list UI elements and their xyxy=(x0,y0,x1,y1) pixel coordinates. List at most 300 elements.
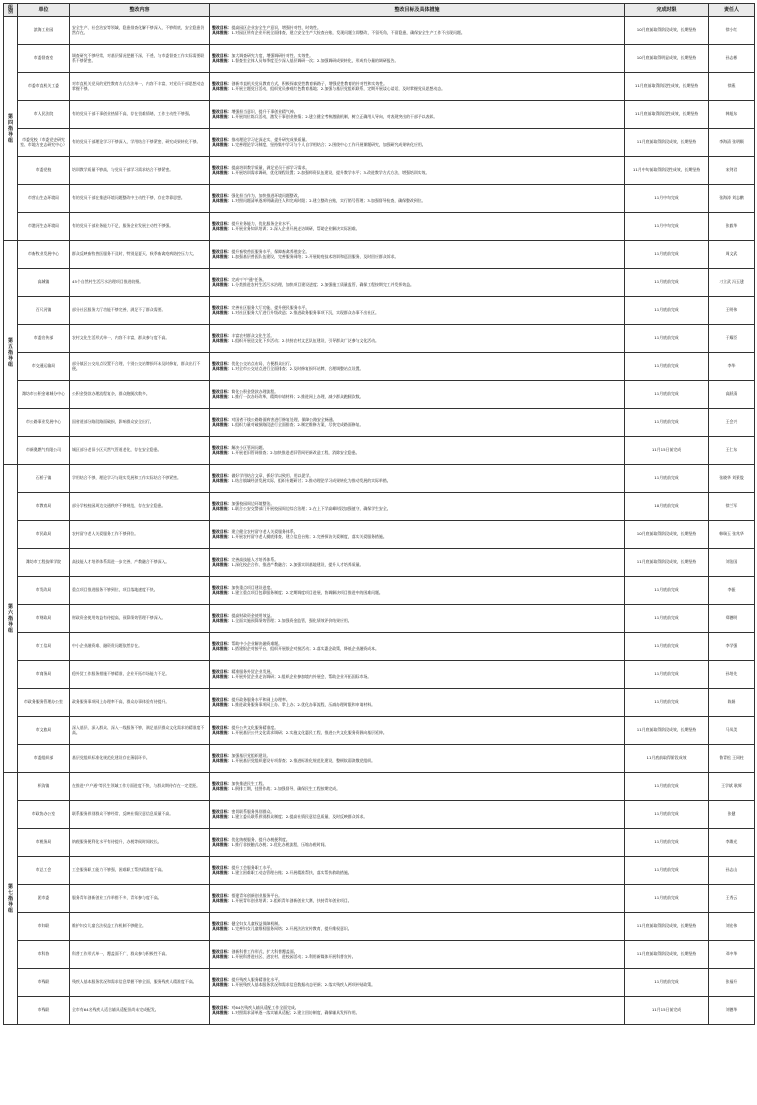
problem-cell: 培训教学质量不够高，与党员干部学习需求结合不够紧密。 xyxy=(70,157,210,185)
header-deadline: 完成时限 xyxy=(625,4,709,17)
header-unit: 单位 xyxy=(18,4,70,17)
unit-cell: 市人民法院 xyxy=(18,101,70,129)
problem-cell: 群众反映畜牧兽医服务不及时，特别是夏天、秋季畜禽疫病防控压力大。 xyxy=(70,241,210,269)
problem-cell: 公积金贷款办理流程复杂，群众跑腿次数多。 xyxy=(70,381,210,409)
goal-text: 解决小区管网问题。 xyxy=(231,445,267,451)
deadline-cell: 11月底前完成 xyxy=(625,885,709,913)
problem-cell: 纳税服务便利化水平有待提升，办税等候时间较长。 xyxy=(70,829,210,857)
goal-label: 整改目标： xyxy=(212,921,232,927)
goal-text: 加强校园周边环境整治。 xyxy=(231,501,275,507)
problem-cell: 深入基层、深入群众、深入一线服务不够，满足基层群众文化需求的精准度不高。 xyxy=(70,717,210,745)
goal-text: 优化纳税服务，提升办税便利度。 xyxy=(231,837,290,843)
deadline-cell: 10月底前取得阶段成效，长期坚持 xyxy=(625,521,709,549)
problem-cell: 服务青年创新创业工作举措不多，青年参与度不高。 xyxy=(70,885,210,913)
measure-cell xyxy=(210,73,625,101)
measures-label: 具体措施： xyxy=(212,197,232,203)
header-problem: 整改内容 xyxy=(70,4,210,17)
problem-cell: 中小企业融资难、融资贵问题依然存在。 xyxy=(70,633,210,661)
measure-cell xyxy=(210,129,625,157)
goal-label: 整改目标： xyxy=(212,81,232,87)
goal-label: 整改目标： xyxy=(212,277,232,283)
table-row xyxy=(4,661,755,689)
measures-label: 具体措施： xyxy=(212,729,232,735)
measure-cell xyxy=(210,745,625,773)
unit-cell: 市财政局 xyxy=(18,605,70,633)
goal-text: 提升公共文化服务精准度。 xyxy=(231,725,279,731)
table-row xyxy=(4,325,755,353)
owner-cell: 周文武 xyxy=(709,241,755,269)
measures-label: 具体措施： xyxy=(212,953,232,959)
unit-cell: 市总工会 xyxy=(18,857,70,885)
table-row xyxy=(4,633,755,661)
problem-cell: 农村文化生活形式单一，内容不丰富，群众参与度不高。 xyxy=(70,325,210,353)
unit-cell: 潍坊市工程技师学院 xyxy=(18,549,70,577)
deadline-cell: 11月底前完成 xyxy=(625,297,709,325)
goal-label: 整改目标： xyxy=(212,613,232,619)
goal-label: 整改目标： xyxy=(212,949,232,955)
unit-cell: 市公路事业发展中心 xyxy=(18,409,70,437)
measures-text: 1.完善妇女儿童维权服务网络；2.开展法治宣传教育，提升维权意识。 xyxy=(231,925,352,931)
measures-label: 具体措施： xyxy=(212,141,232,147)
deadline-cell: 11月底前完成 xyxy=(625,605,709,633)
measures-label: 具体措施： xyxy=(212,813,232,819)
measure-cell xyxy=(210,577,625,605)
unit-cell: 市工信局 xyxy=(18,633,70,661)
goal-text: 提高财政资金使用效益。 xyxy=(231,613,275,619)
measures-label: 具体措施： xyxy=(212,449,232,455)
owner-cell: 韩瑞玉 张兆华 xyxy=(709,521,755,549)
goal-text: 增强担当意识，提升干事创业精气神。 xyxy=(231,109,298,115)
unit-cell: 市政务服务管理办公室 xyxy=(18,689,70,717)
owner-cell: 王秀云 xyxy=(709,885,755,913)
measures-text: 1.全面实施预算绩效管理；2.加强资金监管，强化绩效评价结果应用。 xyxy=(231,617,352,623)
deadline-cell: 11月底前完成 xyxy=(625,633,709,661)
goal-text: 对64名残疾人辅具适配工作全面完成。 xyxy=(231,1005,299,1011)
measures-text: 1.开展外贸企业走访调研；2.组织企业参加境内外展会，帮助企业开拓国际市场。 xyxy=(231,673,372,679)
deadline-cell: 11月底前完成 xyxy=(625,829,709,857)
deadline-cell: 11月底前取得阶段性成效，长期坚持 xyxy=(625,73,709,101)
goal-text: 加大调查研究力度，增强调研针对性、实效性。 xyxy=(231,53,314,59)
measures-text: 1.开展基层公共文化需求调研；2.实施文化惠民工程，推进公共文化服务资源向基层延伸。 xyxy=(231,729,387,735)
measure-cell xyxy=(210,997,625,1025)
measures-text: 1.开展青年创业培训；2.组织青年创新创业大赛，扶持青年创业项目。 xyxy=(231,897,352,903)
problem-cell: 科普工作形式单一，覆盖面不广，群众参与积极性不高。 xyxy=(70,941,210,969)
deadline-cell: 11月底前完成 xyxy=(625,801,709,829)
measure-cell xyxy=(210,185,625,213)
goal-label: 整改目标： xyxy=(212,333,232,339)
goal-label: 整改目标： xyxy=(212,417,232,423)
table-row xyxy=(4,129,755,157)
group-label: 第七指导组 xyxy=(4,773,18,1025)
goal-label: 整改目标： xyxy=(212,473,232,479)
table-row xyxy=(4,101,755,129)
table-row xyxy=(4,521,755,549)
goal-text: 提升政务服务水平和网上办理率。 xyxy=(231,697,290,703)
owner-cell: 高跃清 xyxy=(709,381,755,409)
measures-label: 具体措施： xyxy=(212,561,232,567)
measure-cell xyxy=(210,437,625,465)
unit-cell: 市委组织部 xyxy=(18,745,70,773)
measure-cell xyxy=(210,885,625,913)
unit-cell: 市营山生态环境局 xyxy=(18,185,70,213)
goal-text: 创新市直机关党员教育方式，积极探索党性教育新路子，增强党性教育的针对性和实效性。 xyxy=(231,81,388,87)
measures-text: 1.搭建银企对接平台，组织开展银企对接活动；2.落实惠企政策，降低企业融资成本。 xyxy=(231,645,379,651)
measure-cell xyxy=(210,661,625,689)
unit-cell: 市科协 xyxy=(18,941,70,969)
deadline-cell: 11月底前完成 xyxy=(625,269,709,297)
measures-label: 具体措施： xyxy=(212,421,232,427)
owner-cell: 张福升 xyxy=(709,969,755,997)
measures-label: 具体措施： xyxy=(212,169,232,175)
measures-label: 具体措施： xyxy=(212,309,232,315)
problem-cell: 45个自然村生活污水治理项目推进较慢。 xyxy=(70,269,210,297)
goal-text: 完成"户户通"任务。 xyxy=(231,277,267,283)
unit-cell: 市文旅局 xyxy=(18,717,70,745)
goal-text: 完善社区服务大厅功能，提升便民服务水平。 xyxy=(231,305,310,311)
measures-label: 具体措施： xyxy=(212,1009,232,1015)
goal-text: 加快重点项目建设进度。 xyxy=(231,585,275,591)
measure-cell xyxy=(210,45,625,73)
deadline-cell: 11月中旬完成 xyxy=(625,213,709,241)
rectification-document xyxy=(3,3,754,1025)
deadline-cell: 11月底前完成 xyxy=(625,661,709,689)
table-row xyxy=(4,885,755,913)
goal-label: 整改目标： xyxy=(212,165,232,171)
measures-text: 1.开展残疾人基本服务状况和需求信息数据动态更新；2.落实残疾人两项补贴政策。 xyxy=(231,981,376,987)
measures-text: 1.对社区服务大厅进行升级改造；2.推进政务服务事项下沉，实现群众办事不出社区。 xyxy=(231,309,379,315)
measures-label: 具体措施： xyxy=(212,981,232,987)
goal-label: 整改目标： xyxy=(212,977,232,983)
deadline-cell: 11月中旬完成 xyxy=(625,185,709,213)
goal-label: 整改目标： xyxy=(212,753,232,759)
owner-cell: 李海清 张明顺 xyxy=(709,129,755,157)
table-row xyxy=(4,241,755,269)
deadline-cell: 11月底前完成 xyxy=(625,353,709,381)
table-row xyxy=(4,185,755,213)
measure-cell xyxy=(210,941,625,969)
problem-cell: 安全生产、社会治安等领域，隐患排查化解不够深入，不够彻底，安全隐患仍然存在。 xyxy=(70,17,210,45)
measure-cell xyxy=(210,325,625,353)
deadline-cell: 11月中旬前取得阶段性成效，长期坚持 xyxy=(625,157,709,185)
measures-label: 具体措施： xyxy=(212,29,232,35)
measures-text: 1.建立委员联系界别群众制度；2.提高社情民意信息质量，及时反映群众诉求。 xyxy=(231,813,368,819)
owner-cell: 邓中华 xyxy=(709,941,755,969)
measure-cell xyxy=(210,801,625,829)
measures-text: 1.督查室全体人员每季度至少深入基层调研一次；2.加强调研成果转化，形成有分量的调研报告。 xyxy=(231,57,399,63)
measures-label: 具体措施： xyxy=(212,869,232,875)
problem-cell: 部分社区服务大厅功能不够完善，满足不了群众需要。 xyxy=(70,297,210,325)
unit-cell: 市残联 xyxy=(18,969,70,997)
unit-cell: 市残联 xyxy=(18,997,70,1025)
goal-label: 整改目标： xyxy=(212,893,232,899)
deadline-cell: 11月底前取得阶段成效，长期坚持 xyxy=(625,941,709,969)
owner-cell: 韩旭东 xyxy=(709,101,755,129)
measures-label: 具体措施： xyxy=(212,477,232,483)
measure-cell xyxy=(210,409,625,437)
owner-cell: 王学斌 耿辉 xyxy=(709,773,755,801)
deadline-cell: 11月底前完成 xyxy=(625,577,709,605)
unit-cell: 枳沟镇 xyxy=(18,773,70,801)
measures-text: 1.开展科普进社区、进农村、进校园活动；2.利用新媒体开展科普宣传。 xyxy=(231,953,356,959)
owner-cell: 宋剑君 xyxy=(709,157,755,185)
owner-cell: 孙志山 xyxy=(709,857,755,885)
table-row xyxy=(4,465,755,493)
problem-cell: 维护妇女儿童合法权益工作机制不够健全。 xyxy=(70,913,210,941)
unit-cell: 市教育局 xyxy=(18,493,70,521)
goal-label: 整改目标： xyxy=(212,249,232,255)
table-row xyxy=(4,353,755,381)
table-row xyxy=(4,493,755,521)
goal-text: 提升工会服务职工水平。 xyxy=(231,865,275,871)
table-row xyxy=(4,857,755,885)
measures-label: 具体措施： xyxy=(212,365,232,371)
table-row xyxy=(4,157,755,185)
measures-text: 1.建立重点项目包靠服务制度；2.定期调度项目进展，协调解决项目推进中的困难问题。 xyxy=(231,589,383,595)
measures-text: 1.推进政务服务事项网上办、掌上办；2.优化办事流程，压减办理时限和申请材料。 xyxy=(231,701,376,707)
measures-label: 具体措施： xyxy=(212,225,232,231)
goal-label: 整改目标： xyxy=(212,725,232,731)
measures-label: 具体措施： xyxy=(212,113,232,119)
deadline-cell: 11月底前取得阶段性成效，长期坚持 xyxy=(625,101,709,129)
unit-cell: 市交通运输局 xyxy=(18,353,70,381)
unit-cell: 石桥子镇 xyxy=(18,465,70,493)
measures-text: 1.倒排工期，挂图作战；2.加强督导，确保民生工程按期完成。 xyxy=(231,785,341,791)
measures-text: 1.开展岗位练兵活动，激发干事创业热情；2.建立健全考核激励机制，树立正确用人导向，对表现突出的干部予以表彰。 xyxy=(231,113,438,119)
problem-cell: 城区部分老旧小区天然气管道老化，存在安全隐患。 xyxy=(70,437,210,465)
measure-cell xyxy=(210,521,625,549)
deadline-cell: 11月底前完成 xyxy=(625,689,709,717)
measures-text: 1.对园区所有企业开展全面排查，建立安全生产大检查台账，发现问题立即整改，不留死角，不留隐患，确保安全生产工作不出现问题。 xyxy=(231,29,465,35)
owner-cell: 王会兴 xyxy=(709,409,755,437)
goal-label: 整改目标： xyxy=(212,361,232,367)
measures-label: 具体措施： xyxy=(212,57,232,63)
problem-cell: 部分学校校园周边交通秩序不够规范，存在安全隐患。 xyxy=(70,493,210,521)
owner-cell: 孙志彬 xyxy=(709,45,755,73)
measure-cell xyxy=(210,465,625,493)
goal-label: 整改目标： xyxy=(212,137,232,143)
measures-label: 具体措施： xyxy=(212,393,232,399)
goal-text: 提升畜牧兽医服务水平，保障畜禽养殖安全。 xyxy=(231,249,310,255)
group-label: 第五指导组 xyxy=(4,241,18,465)
problem-cell: 有的党员干部业务能力不足，服务企业发展主动性不够强。 xyxy=(70,213,210,241)
unit-cell: 潍坊市公积金诸城分中心 xyxy=(18,381,70,409)
problem-cell: 对市直机关党员的党性教育方式方法单一，内容不丰富，对党员干部思想动态掌握不够。 xyxy=(70,73,210,101)
unit-cell: 市委市直机关工委 xyxy=(18,73,70,101)
owner-cell: 马凤美 xyxy=(709,717,755,745)
measures-text: 1.深化校企合作，推进产教融合；2.加强实训基地建设，提升人才培养质量。 xyxy=(231,561,364,567)
measure-cell xyxy=(210,17,625,45)
measures-text: 1.开展农村留守老人摸底排查，建立信息台账；2.完善探访关爱制度，落实关爱服务措施。 xyxy=(231,533,387,539)
goal-text: 强化担当作为，加快推进环境问题整改。 xyxy=(231,193,302,199)
problem-cell: 基层党组织标准化规范化建设存在薄弱环节。 xyxy=(70,745,210,773)
deadline-cell: 11月15日前完成 xyxy=(625,997,709,1025)
goal-text: 提高园区企业安全生产意识，增强针对性、时效性。 xyxy=(231,25,321,31)
owner-cell: 刘宏伟 xyxy=(709,913,755,941)
measures-label: 具体措施： xyxy=(212,253,232,259)
group-label: 第六指导组 xyxy=(4,465,18,773)
goal-text: 提高培训教学质量，满足党员干部学习需求。 xyxy=(231,165,310,171)
problem-cell: 稳外贸工作服务措施不够精准，企业开拓市场能力不足。 xyxy=(70,661,210,689)
deadline-cell: 11月底前取得阶段成效，长期坚持 xyxy=(625,913,709,941)
measure-cell xyxy=(210,101,625,129)
measures-label: 具体措施： xyxy=(212,673,232,679)
measures-label: 具体措施： xyxy=(212,897,232,903)
goal-text: 优化公交站点布局，方便群众出行。 xyxy=(231,361,294,367)
unit-cell: 高城镇 xyxy=(18,269,70,297)
measures-text: 1.推行一次办好改革，精简申请材料；2.推进网上办理，减少群众跑腿次数。 xyxy=(231,393,364,399)
measures-text: 1.开展培训需求调研，优化课程设置；2.加强师资队伍建设，提升教学水平；3.改进教学方式方法，增强培训实效。 xyxy=(231,169,430,175)
measure-cell xyxy=(210,269,625,297)
owner-cell: 张晓华 刘景俊 xyxy=(709,465,755,493)
goal-text: 简化公积金贷款办理流程。 xyxy=(231,389,279,395)
table-header-row xyxy=(4,4,755,17)
table-row xyxy=(4,997,755,1025)
owner-cell: 郑德明 xyxy=(709,605,755,633)
goal-text: 帮助中小企业解决融资难题。 xyxy=(231,641,283,647)
goal-label: 整改目标： xyxy=(212,53,232,59)
deadline-cell: 11月底前完成 xyxy=(625,325,709,353)
goal-label: 整改目标： xyxy=(212,305,232,311)
measures-text: 1.对全市公交站点进行全面排查；2.及时修复损坏站牌，合理调整站点设置。 xyxy=(231,365,364,371)
goal-text: 丰富农村群众文化生活。 xyxy=(231,333,275,339)
deadline-cell: 11月底前取得阶段成效，长期坚持 xyxy=(625,549,709,577)
measure-cell xyxy=(210,773,625,801)
goal-text: 健全妇女儿童权益保障机制。 xyxy=(231,921,283,927)
problem-cell: 工会服务职工能力不够强，困难职工帮扶精准度不高。 xyxy=(70,857,210,885)
goal-text: 加强基层党组织建设。 xyxy=(231,753,271,759)
problem-cell: 重点项目推进服务不够到位，项目落地速度不快。 xyxy=(70,577,210,605)
measure-cell xyxy=(210,605,625,633)
rectification-table xyxy=(3,3,755,1025)
measure-cell xyxy=(210,381,625,409)
unit-cell: 市委党校 xyxy=(18,157,70,185)
deadline-cell: 10月底前完成 xyxy=(625,493,709,521)
goal-label: 整改目标： xyxy=(212,501,232,507)
owner-cell: 徐兰军 xyxy=(709,493,755,521)
problem-cell: 全市有64名残疾人适合辅具适配但尚未完成配发。 xyxy=(70,997,210,1025)
goal-label: 整改目标： xyxy=(212,25,232,31)
table-row xyxy=(4,577,755,605)
deadline-cell: 11月底前取得阶段成效，长期坚持 xyxy=(625,129,709,157)
measure-cell xyxy=(210,689,625,717)
owner-cell: 张毅华 xyxy=(709,213,755,241)
measure-cell xyxy=(210,213,625,241)
header-measure: 整改目标及具体措施 xyxy=(210,4,625,17)
unit-cell: 市税务局 xyxy=(18,829,70,857)
measure-cell xyxy=(210,493,625,521)
deadline-cell: 10月底前取得明显成效，长期坚持 xyxy=(625,45,709,73)
table-row xyxy=(4,409,755,437)
owner-cell: 李潍光 xyxy=(709,829,755,857)
problem-cell: 有的党员干部理论学习不够深入，学用结合不够紧密，研究成果转化不够。 xyxy=(70,129,210,157)
problem-cell: 有的党员干部在推进环境问题整改中主动性不够，存在等靠思想。 xyxy=(70,185,210,213)
measure-cell xyxy=(210,857,625,885)
owner-cell: 王仁东 xyxy=(709,437,755,465)
deadline-cell: 11月底前取得阶段成效 xyxy=(625,745,709,773)
table-row xyxy=(4,73,755,101)
deadline-cell: 11月底前完成 xyxy=(625,857,709,885)
table-row xyxy=(4,969,755,997)
measure-cell xyxy=(210,829,625,857)
measures-text: 1.建立困难职工动态管理台账；2.开展精准帮扶，落实帮扶救助措施。 xyxy=(231,869,352,875)
problem-cell: 农村留守老人关爱服务工作不够到位。 xyxy=(70,521,210,549)
goal-label: 整改目标： xyxy=(212,585,232,591)
table-row xyxy=(4,941,755,969)
deadline-cell: 11月底前完成 xyxy=(625,381,709,409)
owner-cell: 陈娟 xyxy=(709,689,755,717)
measures-label: 具体措施： xyxy=(212,841,232,847)
goal-text: 搭建青年创新创业服务平台。 xyxy=(231,893,283,899)
table-row xyxy=(4,45,755,73)
table-row xyxy=(4,717,755,745)
measure-cell xyxy=(210,157,625,185)
unit-cell: 市委宣传部 xyxy=(18,325,70,353)
measures-label: 具体措施： xyxy=(212,505,232,511)
goal-text: 精准服务外贸企业发展。 xyxy=(231,669,275,675)
problem-cell: 有的党员干部干事创业热情不高，存在畏难情绪，工作主动性不够强。 xyxy=(70,101,210,129)
measures-label: 具体措施： xyxy=(212,281,232,287)
goal-label: 整改目标： xyxy=(212,557,232,563)
header-group: 组别 xyxy=(4,4,18,17)
goal-text: 对国省干线公路路面病害进行修复处理，保障公路安全畅通。 xyxy=(231,417,337,423)
owner-cell: 李振 xyxy=(709,577,755,605)
measures-text: 1.开展主题党日活动，组织党员参观红色教育基地；2.加强与基层党组织联系，定期开展谈心谈话，及时掌握党员思想动态。 xyxy=(231,85,446,91)
measures-text: 1.开展业务知识培训；2.深入企业开展走访调研，帮助企业解决实际困难。 xyxy=(231,225,360,231)
goal-text: 做好学用结合文章，抓好学以致用、用以促学。 xyxy=(231,473,314,479)
table-row xyxy=(4,605,755,633)
table-row xyxy=(4,773,755,801)
measures-label: 具体措施： xyxy=(212,85,232,91)
problem-cell: 部分镇区公交站点设置不合理，个别公交站牌损坏未及时修复，群众出行不便。 xyxy=(70,353,210,381)
problem-cell: 联系服务界别群众不够经常，反映社情民意信息质量不高。 xyxy=(70,801,210,829)
table-row xyxy=(4,913,755,941)
goal-label: 整改目标： xyxy=(212,809,232,815)
table-row xyxy=(4,745,755,773)
owner-cell: 李华 xyxy=(709,353,755,381)
goal-label: 整改目标： xyxy=(212,669,232,675)
unit-cell: 团市委 xyxy=(18,885,70,913)
unit-cell: 市妇联 xyxy=(18,913,70,941)
owner-cell: 于耀臣 xyxy=(709,325,755,353)
problem-cell: 财政资金使用效益有待提高，预算绩效管理不够深入。 xyxy=(70,605,210,633)
owner-cell: 徐燕 xyxy=(709,73,755,101)
owner-cell: 刘德华 xyxy=(709,997,755,1025)
goal-label: 整改目标： xyxy=(212,697,232,703)
deadline-cell: 11月底前完成 xyxy=(625,773,709,801)
goal-text: 推动理论学习走深走实，提升研究成果质量。 xyxy=(231,137,310,143)
measures-text: 1.推行非接触式办税；2.优化办税流程，压缩办税时间。 xyxy=(231,841,329,847)
measures-label: 具体措施： xyxy=(212,701,232,707)
goal-label: 整改目标： xyxy=(212,865,232,871)
measure-cell xyxy=(210,913,625,941)
goal-label: 整改目标： xyxy=(212,641,232,647)
unit-cell: 市商务局 xyxy=(18,661,70,689)
measure-cell xyxy=(210,353,625,381)
unit-cell: 市发改局 xyxy=(18,577,70,605)
owner-cell: 李学强 xyxy=(709,633,755,661)
measures-text: 1.联合公安交警部门开展校园周边综合治理；2.在上下学高峰时段加强值守，确保学生安全。 xyxy=(231,505,391,511)
measures-text: 1.完善理论学习制度，坚持集中学习与个人自学相结合；2.围绕中心工作开展课题研究，加强研究成果转化应用。 xyxy=(231,141,426,147)
problem-cell: 调查研究不够经常，对基层情况把握不深，不透，与市委督查工作实际需要联系不够紧密。 xyxy=(70,45,210,73)
table-body xyxy=(4,17,755,1025)
problem-cell: 学用结合不够，理论学习与现实发展和工作实际结合不够紧密。 xyxy=(70,465,210,493)
measures-text: 1.分类推进农村生活污水治理，加快项目建设进度；2.加强施工质量监管，确保工程按期完工并发挥效益。 xyxy=(231,281,414,287)
unit-cell: 市畜牧业发展中心 xyxy=(18,241,70,269)
goal-text: 创新科普工作形式，扩大科普覆盖面。 xyxy=(231,949,298,955)
measures-text: 1.组织力量对破损路段进行全面排查；2.制定维修方案，尽快完成路面修复。 xyxy=(231,421,364,427)
goal-label: 整改目标： xyxy=(212,529,232,535)
unit-cell: 市委督查室 xyxy=(18,45,70,73)
